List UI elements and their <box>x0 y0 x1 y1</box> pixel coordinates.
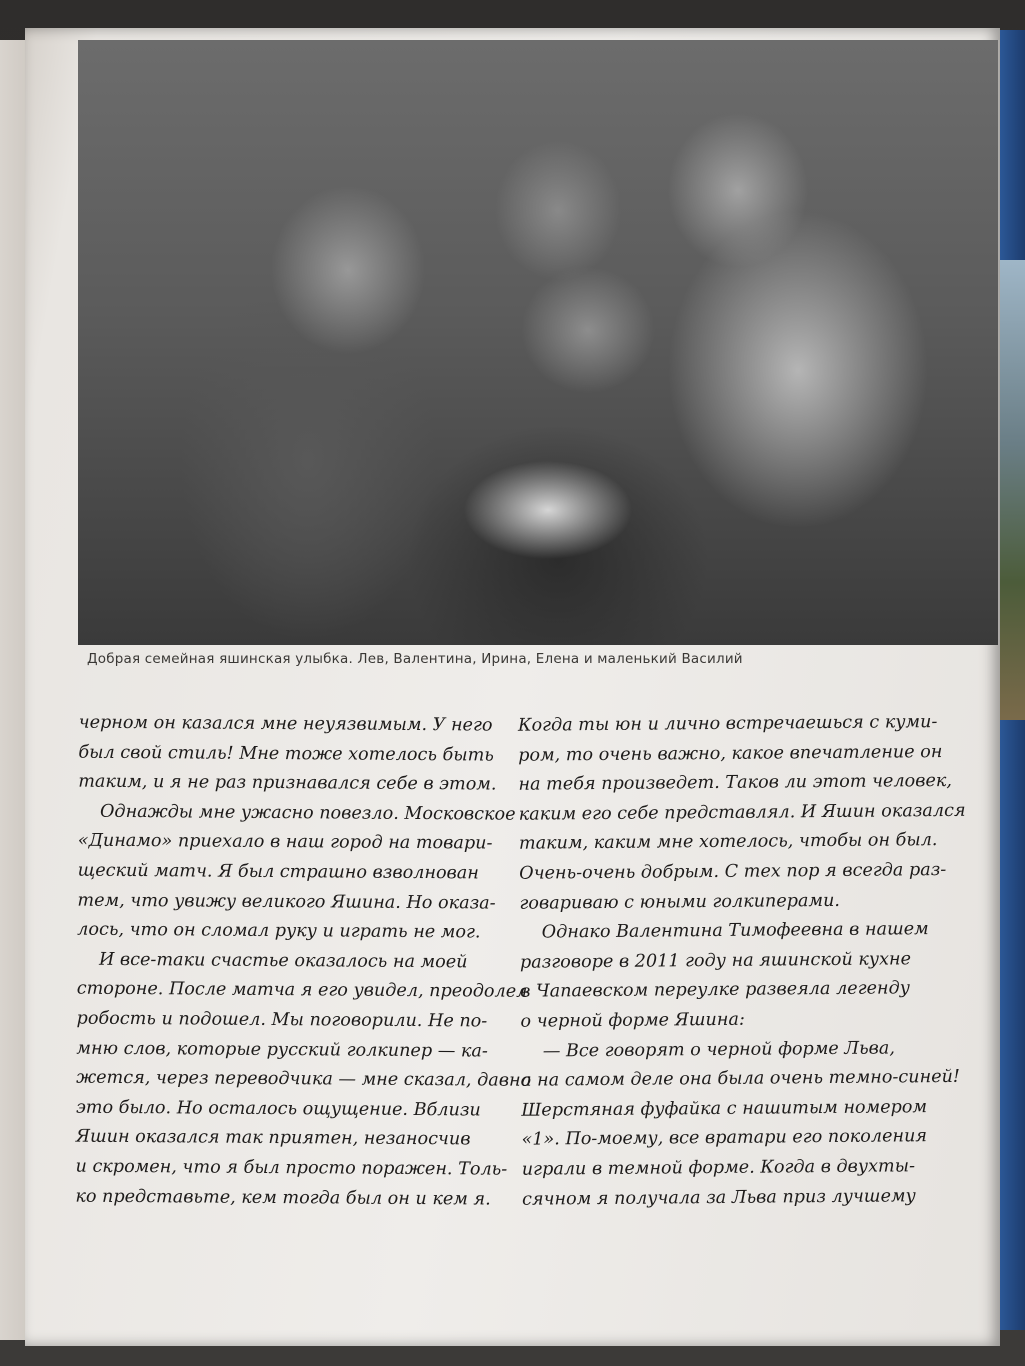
text-line: сячном я получала за Льва приз лучшему <box>521 1185 916 1210</box>
text-line: — Все говорят о черной форме Льва, <box>542 1037 896 1062</box>
text-line: робость и подошел. Мы поговорили. Не по- <box>76 1008 488 1032</box>
text-line: каким его себе представлял. И Яшин оказался <box>518 800 966 825</box>
text-line: жется, через переводчика — мне сказал, давно <box>76 1067 532 1091</box>
text-line: Шерстяная фуфайка с нашитым номером <box>521 1096 928 1121</box>
text-line: играли в темной форме. Когда в двухты- <box>521 1156 916 1180</box>
text-column-left <box>75 709 532 1215</box>
text-line: таким, и я не раз признавался себе в этом. <box>78 771 497 795</box>
text-line: Однако Валентина Тимофеевна в нашем <box>541 919 929 943</box>
text-line: черном он казался мне неуязвимым. У него <box>78 712 493 736</box>
text-line: ром, то очень важно, какое впечатление он <box>518 741 943 766</box>
text-column-right <box>517 708 966 1214</box>
text-line: стороне. После матча я его увидел, преодолел <box>76 978 528 1003</box>
text-line: ко представьте, кем тогда был он и кем я. <box>75 1186 491 1210</box>
text-line: таким, каким мне хотелось, чтобы он был. <box>518 830 938 855</box>
text-line: И все-таки счастье оказалось на моей <box>98 949 468 973</box>
text-line: разговоре в 2011 году на яшинской кухне <box>519 949 912 973</box>
text-line: Когда ты юн и лично встречаешься с куми- <box>517 712 938 736</box>
text-line: и скромен, что я был просто поражен. Толь- <box>75 1156 508 1180</box>
text-line: «Динамо» приехало в наш город на товари- <box>77 831 493 854</box>
text-line: был свой стиль! Мне тоже хотелось быть <box>78 742 494 766</box>
family-photo <box>78 40 998 645</box>
text-line: говариваю с юными голкиперами. <box>519 890 841 914</box>
text-line: о черной форме Яшина: <box>520 1009 745 1032</box>
text-line: лось, что он сломал руку и играть не мог. <box>77 919 481 943</box>
text-line: в Чапаевском переулке развеяла легенду <box>520 978 911 1003</box>
text-line: это было. Но осталось ощущение. Вблизи <box>75 1097 481 1121</box>
text-line: Очень-очень добрым. С тех пор я всегда раз- <box>519 859 947 884</box>
text-line: Яшин оказался так приятен, незаносчив <box>75 1126 471 1150</box>
text-line: а на самом деле она была очень темно-синей! <box>520 1066 961 1091</box>
text-line: мню слов, которые русский голкипер — ка- <box>76 1038 488 1062</box>
photo-caption: Добрая семейная яшинская улыбка. Лев, Валентина, Ирина, Елена и маленький Василий <box>87 651 743 667</box>
text-line: «1». По-моему, все вратари его поколения <box>521 1126 928 1151</box>
text-line: тем, что увижу великого Яшина. Но оказа- <box>77 890 496 914</box>
text-line: на тебя произведет. Таков ли этот человек, <box>518 771 953 795</box>
text-line: щеский матч. Я был страшно взволнован <box>77 860 479 884</box>
book-page <box>25 28 1000 1346</box>
text-line: Однажды мне ужасно повезло. Московское <box>99 801 516 825</box>
